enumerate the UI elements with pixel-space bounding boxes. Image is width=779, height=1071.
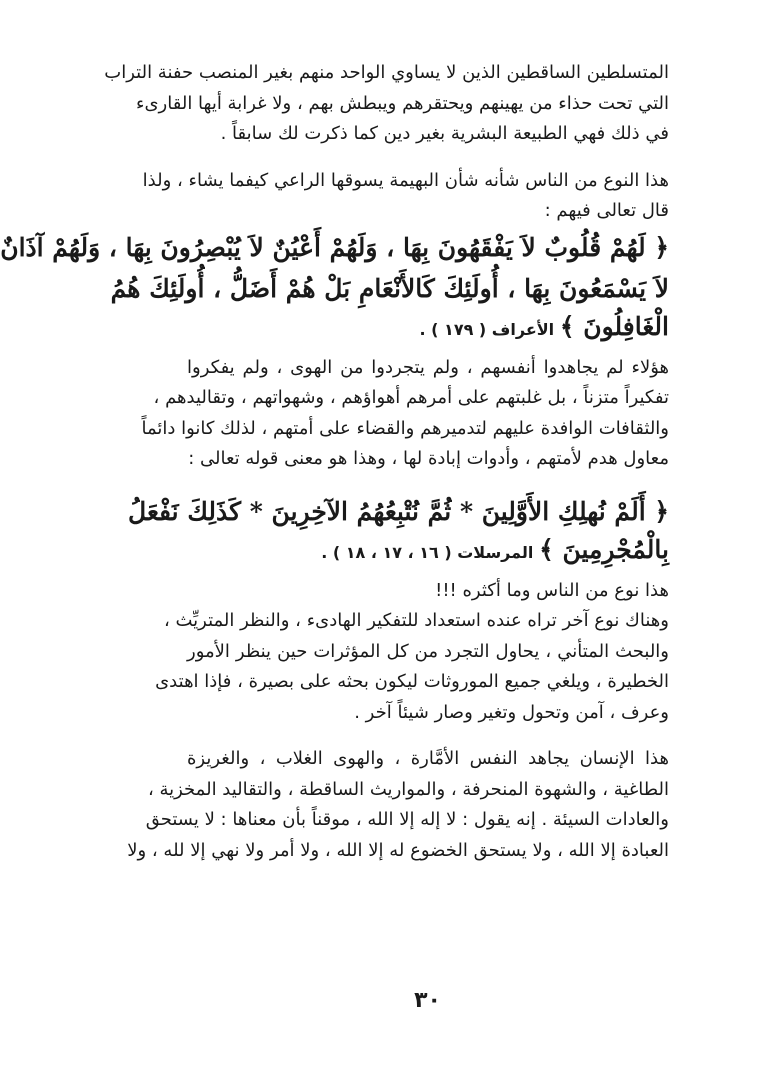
text-line: هذا النوع من الناس شأنه شأن البهيمة يسوقها الراعي كيفما يشاء ، ولذا: [142, 169, 669, 191]
text-line: وهناك نوع آخر تراه عنده استعداد للتفكير الهادىء ، والنظر المتريِّث ،: [163, 610, 669, 631]
quran-verse-2: [128, 491, 669, 568]
text-line: التي تحت حذاء من يهينهم ويحتقرهم ويبطش بهم ، ولا غرابة أيها القارىء: [136, 92, 669, 114]
verse-reference: الأعراف ( ١٧٩ ) .: [419, 319, 555, 339]
text-line: في ذلك فهي الطبيعة البشرية بغير دين كما ذكرت لك سابقاً .: [220, 123, 669, 144]
page-number: ٣٠: [414, 988, 441, 1013]
verse-line: لاَ يَسْمَعُونَ بِهَا ، أُولَئِكَ كَالأَنْعَامِ بَلْ هُمْ أَضَلُّ ، أُولَئِكَ هُمُ: [110, 273, 669, 303]
text-line: هؤلاء لم يجاهدوا أنفسهم ، ولم يتجردوا من الهوى ، ولم يفكروا: [187, 356, 669, 378]
text-line: هذا نوع من الناس وما أكثره !!!: [435, 579, 669, 601]
quran-verse-1: [0, 227, 669, 345]
verse-line-end: [187, 309, 669, 345]
text-line: تفكيراً متزناً ، بل غلبتهم على أمرهم أهواؤهم ، وشهواتهم ، وتقاليدهم ،: [153, 387, 669, 408]
paragraph-3: [141, 353, 669, 475]
text-line: والبحث المتأني ، يحاول التجرد من كل المؤثرات حين ينظر الأمور: [187, 640, 669, 662]
paragraph-2: [142, 166, 669, 227]
text-line: والثقافات الوافدة عليهم لتدميرهم والقضاء على أمتهم ، لذلك كانوا دائماً: [141, 417, 669, 439]
text-line: المتسلطين الساقطين الذين لا يساوي الواحد منهم بغير المنصب حفنة التراب: [104, 62, 669, 83]
text-line: الخطيرة ، ويلغي جميع الموروثات ليكون بحثه على بصيرة ، فإذا اهتدى: [155, 671, 669, 692]
verse-text: الْغَافِلُونَ ﴾: [559, 311, 669, 341]
paragraph-4: [187, 576, 669, 607]
verse-reference: المرسلات ( ١٦ ، ١٧ ، ١٨ ) .: [321, 542, 534, 562]
text-line: معاول هدم لأمتهم ، وأدوات إبادة لها ، وهذا هو معنى قوله تعالى :: [188, 448, 669, 469]
text-line: الطاغية ، والشهوة المنحرفة ، والمواريث الساقطة ، والتقاليد المخزية ،: [147, 778, 669, 800]
text-line: والعادات السيئة . إنه يقول : لا إله إلا الله ، موقناً بأن معناها : لا يستحق: [145, 809, 669, 830]
verse-text: بِالْمُجْرِمِينَ ﴾: [539, 534, 669, 564]
verse-line: ﴿ لَهُمْ قُلُوبٌ لاَ يَفْقَهُونَ بِهَا ، وَلَهُمْ أَعْيُنٌ لاَ يُبْصِرُونَ بِهَا ، وَلَهُمْ آذَانٌ: [0, 232, 669, 262]
paragraph-6: [127, 744, 669, 866]
verse-line: ﴿ أَلَمْ نُهلِكِ الأَوَّلِينَ * ثُمَّ نُتْبِعُهُمُ الآخِرِينَ * كَذَلِكَ نَفْعَلُ: [128, 496, 669, 526]
text-line: هذا الإنسان يجاهد النفس الأمَّارة ، والهوى الغلاب ، والغريزة: [187, 748, 669, 769]
text-line: العبادة إلا الله ، ولا يستحق الخضوع له إلا الله ، ولا أمر ولا نهي إلا لله ، ولا: [127, 839, 669, 861]
paragraph-1: [104, 58, 669, 150]
text-line: قال تعالى فيهم :: [544, 200, 669, 221]
page-body: [0, 58, 669, 866]
paragraph-5: [155, 606, 669, 728]
verse-line-end: [187, 532, 669, 568]
text-line: وعرف ، آمن وتحول وتغير وصار شيئاً آخر .: [354, 701, 669, 723]
